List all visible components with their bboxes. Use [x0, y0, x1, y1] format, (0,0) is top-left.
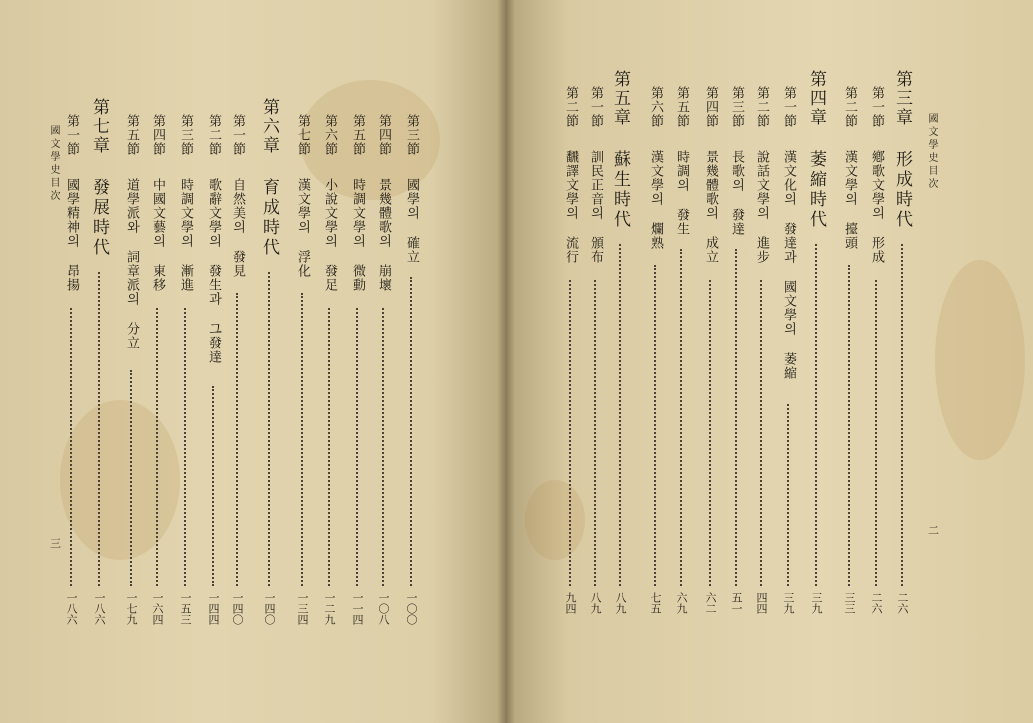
section-title: 飜譯文學의 流行 — [563, 150, 578, 264]
toc-chapter-entry — [86, 0, 112, 723]
leader-dots — [356, 308, 358, 586]
toc-section-entry — [582, 0, 608, 723]
leader-dots — [70, 308, 72, 586]
toc-section-entry — [58, 0, 84, 723]
page-reference: 一〇八 — [377, 592, 390, 625]
left-page — [0, 0, 505, 723]
toc-section-entry — [668, 0, 694, 723]
leader-dots — [760, 280, 762, 586]
toc-chapter-entry — [803, 0, 829, 723]
section-title: 自然美의 發見 — [230, 178, 245, 278]
section-title: 道學派와 詞章派의 分立 — [124, 178, 139, 350]
section-number: 第一節 — [781, 86, 796, 128]
leader-dots — [787, 404, 789, 586]
section-number: 第二節 — [842, 86, 857, 128]
section-number: 第一節 — [869, 86, 884, 128]
page-reference: 一五三 — [179, 592, 192, 625]
chapter-title: 育成時代 — [259, 178, 279, 258]
chapter-title: 萎縮時代 — [806, 150, 826, 230]
toc-section-entry — [370, 0, 396, 723]
leader-dots — [130, 370, 132, 586]
page-reference: 八九 — [614, 592, 627, 614]
leader-dots — [594, 280, 596, 586]
section-title: 漢文學의 擡頭 — [842, 150, 857, 250]
section-title: 小說文學의 發足 — [322, 178, 337, 292]
chapter-number: 第四章 — [806, 70, 826, 127]
page-reference: 七五 — [649, 592, 662, 614]
section-number: 第三節 — [404, 114, 419, 156]
section-number: 第五節 — [350, 114, 365, 156]
page-reference: 一四〇 — [263, 592, 276, 625]
leader-dots — [875, 280, 877, 586]
section-number: 第六節 — [322, 114, 337, 156]
section-number: 第七節 — [295, 114, 310, 156]
leader-dots — [569, 280, 571, 586]
page-reference: 二六 — [870, 592, 883, 614]
section-title: 漢文化의 發達과 國文學의 萎縮 — [781, 150, 796, 380]
section-title: 說話文學의 進步 — [754, 150, 769, 264]
toc-section-entry — [863, 0, 889, 723]
section-number: 第二節 — [754, 86, 769, 128]
section-title: 國學精神의 昂揚 — [64, 178, 79, 292]
chapter-title: 發展時代 — [89, 178, 109, 258]
leader-dots — [212, 386, 214, 587]
leader-dots — [184, 308, 186, 586]
section-number: 第五節 — [674, 86, 689, 128]
leader-dots — [156, 308, 158, 586]
page-reference: 一六四 — [151, 592, 164, 625]
section-title: 漢文學의 浮化 — [295, 178, 310, 278]
toc-section-entry — [642, 0, 668, 723]
chapter-number: 第五章 — [610, 70, 630, 127]
section-number: 第五節 — [124, 114, 139, 156]
leader-dots — [382, 308, 384, 586]
page-reference: 二六 — [896, 592, 909, 614]
toc-section-entry — [723, 0, 749, 723]
toc-section-entry — [289, 0, 315, 723]
page-reference: 一二九 — [323, 592, 336, 625]
leader-dots — [735, 249, 737, 586]
book-gutter — [497, 0, 515, 723]
leader-dots — [709, 280, 711, 586]
section-title: 歌辭文學의 發生과 그發達 — [206, 178, 221, 364]
section-number: 第二節 — [206, 114, 221, 156]
leader-dots — [98, 272, 100, 586]
toc-section-entry — [344, 0, 370, 723]
chapter-number: 第六章 — [259, 98, 279, 155]
section-title: 漢文學의 爛熟 — [648, 150, 663, 250]
page-reference: 三九 — [782, 592, 795, 614]
page-number: 二 — [928, 524, 939, 537]
page-reference: 八九 — [589, 592, 602, 614]
toc-section-entry — [697, 0, 723, 723]
leader-dots — [410, 277, 412, 586]
running-head: 國文學史目次 — [926, 113, 937, 191]
toc-section-entry — [557, 0, 583, 723]
section-number: 第三節 — [729, 86, 744, 128]
leader-dots — [328, 308, 330, 586]
leader-dots — [680, 249, 682, 586]
toc-section-entry — [398, 0, 424, 723]
running-head: 國文學史目次 — [48, 125, 59, 203]
leader-dots — [236, 293, 238, 587]
page-reference: 一〇〇 — [405, 592, 418, 625]
section-number: 第三節 — [178, 114, 193, 156]
page-reference: 六二 — [704, 592, 717, 614]
toc-section-entry — [200, 0, 226, 723]
page-reference: 三三 — [843, 592, 856, 614]
toc-section-entry — [836, 0, 862, 723]
leader-dots — [654, 265, 656, 587]
page-reference: 一四四 — [207, 592, 220, 625]
page-reference: 一一四 — [351, 592, 364, 625]
toc-section-entry — [172, 0, 198, 723]
section-number: 第一節 — [230, 114, 245, 156]
toc-section-entry — [748, 0, 774, 723]
page-reference: 一七九 — [125, 592, 138, 625]
paper-stain — [935, 260, 1025, 460]
section-number: 第四節 — [376, 114, 391, 156]
section-number: 第四節 — [150, 114, 165, 156]
section-title: 景幾體歌의 成立 — [703, 150, 718, 264]
section-number: 第四節 — [703, 86, 718, 128]
chapter-number: 第七章 — [89, 98, 109, 155]
leader-dots — [619, 244, 621, 586]
chapter-title: 蘇生時代 — [610, 150, 630, 230]
page-reference: 九四 — [564, 592, 577, 614]
page-reference: 一三四 — [296, 592, 309, 625]
leader-dots — [815, 244, 817, 586]
section-title: 訓民正音의 頒布 — [588, 150, 603, 264]
toc-chapter-entry — [889, 0, 915, 723]
page-reference: 一八六 — [65, 592, 78, 625]
chapter-title: 形成時代 — [892, 150, 912, 230]
page-reference: 三九 — [810, 592, 823, 614]
toc-section-entry — [144, 0, 170, 723]
toc-chapter-entry — [607, 0, 633, 723]
page-reference: 五一 — [730, 592, 743, 614]
section-title: 中國文藝의 東移 — [150, 178, 165, 292]
section-title: 時調의 發生 — [674, 150, 689, 236]
section-title: 長歌의 發達 — [729, 150, 744, 236]
toc-chapter-entry — [256, 0, 282, 723]
page-reference: 一八六 — [93, 592, 106, 625]
page-reference: 四四 — [755, 592, 768, 614]
right-page — [505, 0, 1033, 723]
section-number: 第二節 — [563, 86, 578, 128]
section-title: 景幾體歌의 崩壞 — [376, 178, 391, 292]
section-title: 國學의 確立 — [404, 178, 419, 264]
leader-dots — [268, 272, 270, 586]
page-reference: 一四〇 — [231, 592, 244, 625]
section-number: 第六節 — [648, 86, 663, 128]
section-title: 鄕歌文學의 形成 — [869, 150, 884, 264]
toc-section-entry — [118, 0, 144, 723]
section-title: 時調文學의 漸進 — [178, 178, 193, 292]
page-reference: 六九 — [675, 592, 688, 614]
section-title: 時調文學의 微動 — [350, 178, 365, 292]
section-number: 第一節 — [64, 114, 79, 156]
toc-section-entry — [224, 0, 250, 723]
leader-dots — [848, 265, 850, 587]
toc-section-entry — [316, 0, 342, 723]
chapter-number: 第三章 — [892, 70, 912, 127]
page-number: 三 — [50, 537, 61, 550]
toc-section-entry — [775, 0, 801, 723]
leader-dots — [901, 244, 903, 586]
leader-dots — [301, 293, 303, 587]
section-number: 第一節 — [588, 86, 603, 128]
